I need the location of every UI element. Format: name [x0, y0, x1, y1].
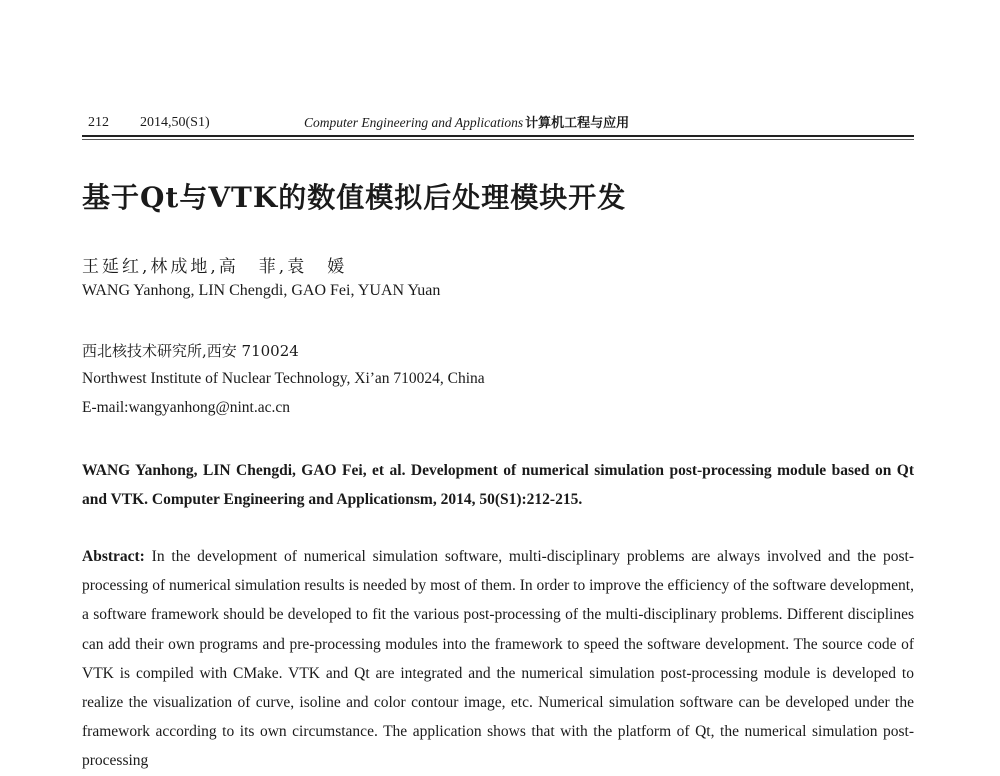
authors-en: WANG Yanhong, LIN Chengdi, GAO Fei, YUAN Yuan	[82, 282, 441, 299]
abstract	[82, 542, 914, 776]
volume-issue: 2014,50(S1)	[140, 115, 210, 130]
abstract-label: Abstract:	[82, 548, 145, 565]
author-email: E-mail:wangyanhong@nint.ac.cn	[82, 399, 290, 416]
abstract-text: In the development of numerical simulation software, multi-disciplinary problems are always involved and the post-processing of numerical simulation results is needed by most of them. In order to improve the efficiency of the software development, a software framework should be developed to fit the various post-processing of the multi-disciplinary problems. Different disciplines can add their own programs and pre-processing modules into the framework to speed the software development. The source code of VTK is compiled with CMake. VTK and Qt are integrated and the numerical simulation post-processing module is developed to realize the visualization of curve, isoline and color contour image, etc. Numerical simulation software can be developed under the framework according to its own circumstance. The application shows that with the platform of Qt, the numerical simulation post-processing	[82, 548, 914, 770]
affiliation-cn: 西北核技术研究所,西安 710024	[82, 342, 299, 360]
journal-name-cn: 计算机工程与应用	[525, 116, 630, 131]
page-number: 212	[88, 115, 109, 130]
article-title: 基于Qt与VTK的数值模拟后处理模块开发	[82, 181, 627, 214]
citation: WANG Yanhong, LIN Chengdi, GAO Fei, et al. Development of numerical simulation post-processing module based on Qt and VTK. Computer Engineering and Applicationsm, 2014, 50(S1):212-215.	[82, 462, 914, 508]
journal-name-en: Computer Engineering and Applications	[304, 115, 524, 130]
authors-cn: 王延红,林成地,高 菲,袁 媛	[82, 257, 348, 277]
running-header	[82, 112, 914, 134]
header-rule-thin	[82, 139, 914, 140]
affiliation-en: Northwest Institute of Nuclear Technology, Xi’an 710024, China	[82, 370, 485, 387]
header-rule-thick	[82, 135, 914, 137]
journal-name	[304, 112, 629, 135]
